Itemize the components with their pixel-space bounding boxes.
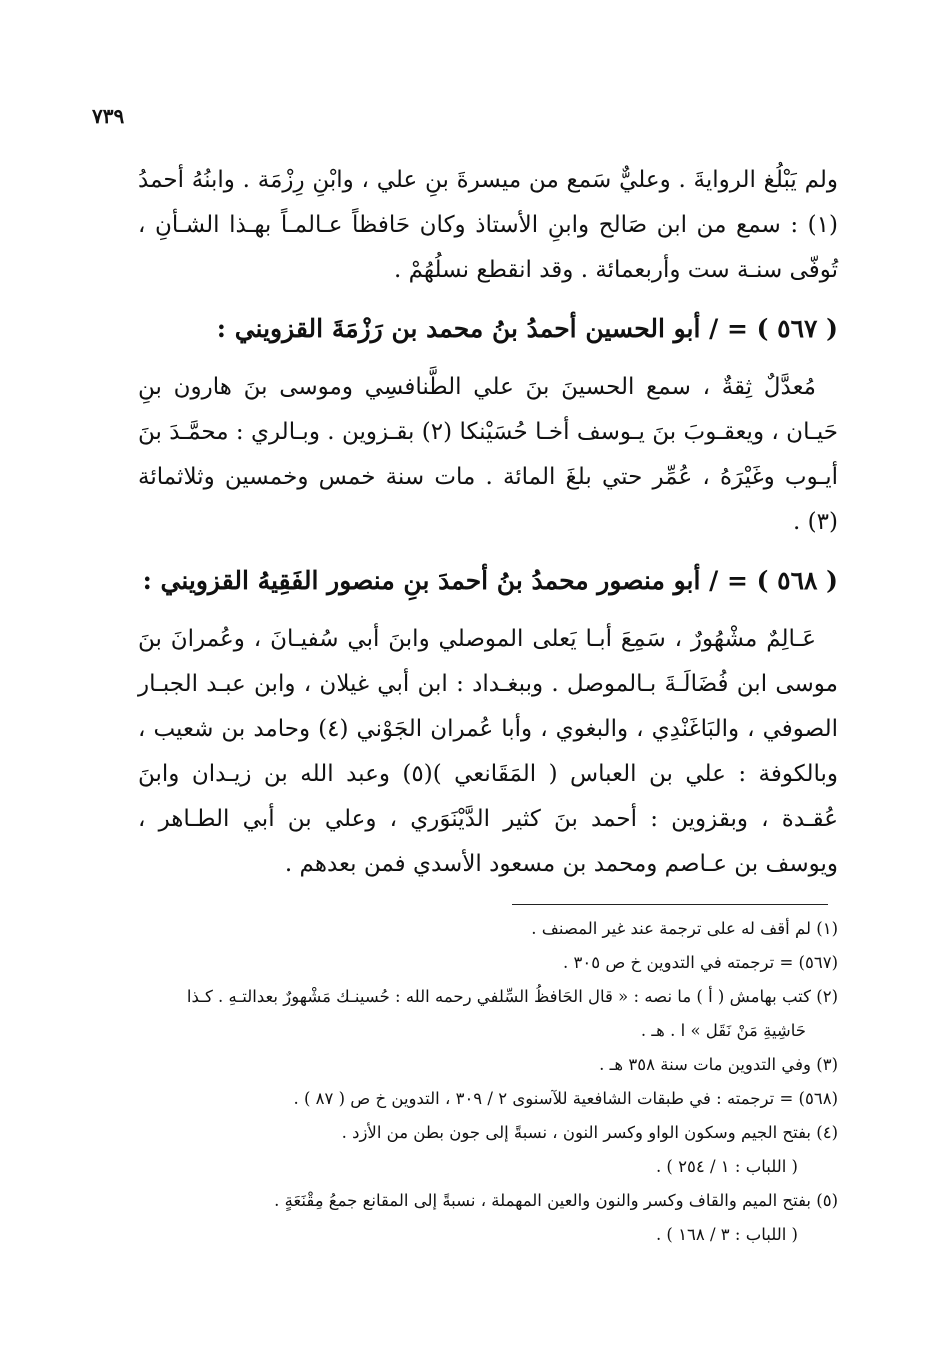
entry-heading-567: ( ٥٦٧ ) = / أبو الحسين أحمدُ بنُ محمد بن رَزْمَةَ القزويني :: [216, 314, 838, 343]
footnote-5: (٥) بفتح الميم والقاف وكسر والنون والعين المهملة ، نسبةً إلى المقانع جمعُ مِقْنَعَةٍ .: [274, 1191, 838, 1210]
footnote-1: (١) لم أقف له على ترجمة عند غير المصنف .: [531, 919, 838, 938]
footnotes: [138, 912, 838, 1252]
footnote-5-reference: ( اللباب : ٣ / ١٦٨ ) .: [655, 1225, 798, 1244]
footnote-4: (٤) بفتح الجيم وسكون الواو وكسر النون ، نسبةً إلى جون بطن من الأزد .: [341, 1123, 838, 1142]
footnote-567: (٥٦٧) = ترجمته في التدوين خ ص ٣٠٥ .: [563, 953, 838, 972]
footnote-separator: [512, 904, 828, 905]
footnote-4-reference: ( اللباب : ١ / ٢٥٤ ) .: [655, 1157, 798, 1176]
paragraph-2: مُعدَّلٌ ثِقةٌ ، سمع الحسينَ بنَ علي الطَّنافسِي وموسى بنَ هارون بنِ حَيـان ، ويعقـوبَ بنَ يـوسف أخـا حُسَيْنكا (٢) بقـزوين . وبـالري : محمَّـدَ بنَ أيـوب وغَيْرَهُ ، عُمِّر حتي بلغَ المائة . مات سنة خمس وخمسين وثلاثمائة (٣) .: [138, 374, 838, 535]
entry-heading-568: ( ٥٦٨ ) = / أبو منصور محمدُ بنُ أحمدَ بنِ منصور الفَقِيهُ القزويني :: [142, 566, 838, 595]
footnote-2-continued: حَاشِيةِ مَنْ نَقَل » ا . هـ .: [640, 1021, 806, 1040]
footnote-3: (٣) وفي التدوين مات سنة ٣٥٨ هـ .: [599, 1055, 838, 1074]
paragraph-1: ولم يَبْلُغ الروايةَ . وعليٌّ سَمع من ميسرةَ بنِ علي ، وابْنِ رِزْمَة . وابنُهُ أحمدُ (١) : سمع من ابن صَالح وابنِ الأستاذ وكان حَافظاً عـالمـاً بهـذا الشـأنِ ، تُوفّى سنـة ست وأربعمائة . وقد انقطع نسلُهُمْ .: [138, 167, 838, 283]
footnote-568: (٥٦٨) = ترجمته : في طبقات الشافعية للآسنوى ٢ / ٣٠٩ ، التدوين خ ص ( ٨٧ ) .: [293, 1089, 838, 1108]
main-text: [138, 158, 838, 887]
footnote-2: (٢) كتب بهامش ( أ ) ما نصه : « قال الحَافظُ السِّلفي رحمه الله : حُسينـك مَشْهورٌ بعدالتـهِ . كـذا: [186, 987, 838, 1006]
paragraph-3: عَـالِمٌ مشْهُورٌ ، سَمِعَ أبـا يَعلى الموصلي وابنَ أبي سُفيـانَ ، وعُمرانَ بنَ موسى ابن فُضَالَـةَ بـالموصل . وببغـداد : ابن أبي غيلان ، وابن عبـد الجبـار الصوفي ، والبَاغَنْدِي ، والبغوي ، وأبا عُمران الجَوْني (٤) وحامد بن شعيب ، وبالكوفة : علي بن العباس ( المَقَانعي )(٥) وعبد الله بن زيـدان وابنَ عُقـدة ، وبقزوين : أحمد بنَ كثير الدَّيْنَوَري ، وعلي بن أبي الطـاهر ، ويوسف بن عـاصم ومحمد بن مسعود الأسدي فمن بعدهم .: [138, 626, 839, 877]
page-number: ٧٣٩: [92, 104, 125, 128]
